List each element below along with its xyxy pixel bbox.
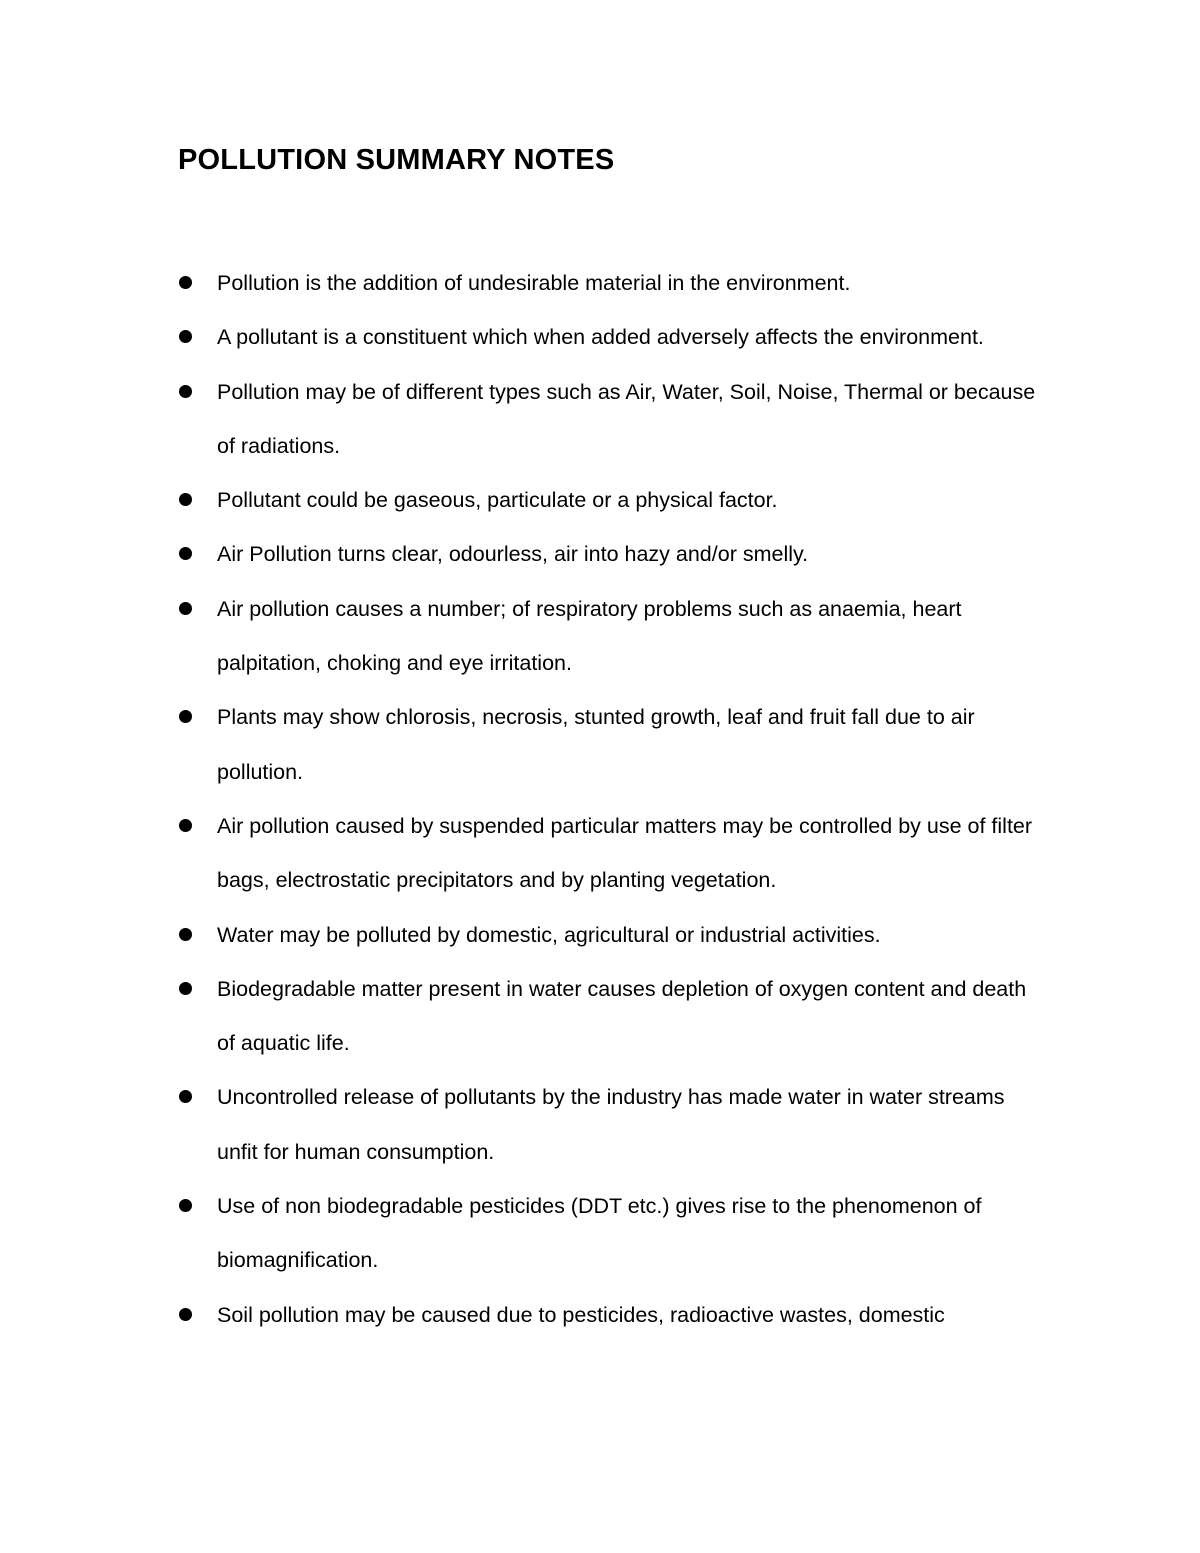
list-item (0, 1288, 1037, 1342)
list-item (0, 1070, 1037, 1179)
page-title: POLLUTION SUMMARY NOTES (178, 144, 615, 176)
list-item (0, 582, 1037, 691)
list-item (0, 690, 1037, 799)
bullet-icon (179, 928, 192, 941)
bullet-icon (179, 982, 192, 995)
note-text: Pollutant could be gaseous, particulate or a physical factor. (217, 488, 778, 513)
list-item (0, 908, 1037, 962)
bullet-icon (179, 602, 192, 615)
note-text: Water may be polluted by domestic, agricultural or industrial activities. (217, 922, 881, 947)
bullet-icon (179, 1090, 192, 1103)
bullet-icon (179, 547, 192, 560)
note-text: Use of non biodegradable pesticides (DDT etc.) gives rise to the phenomenon of biomagnification. (217, 1194, 982, 1273)
list-item (0, 473, 1037, 527)
list-item (0, 256, 1037, 310)
bullet-icon (179, 330, 192, 343)
bullet-icon (179, 385, 192, 398)
note-text: Air pollution causes a number; of respiratory problems such as anaemia, heart palpitation, choking and eye irritation. (217, 596, 962, 676)
list-item (0, 310, 1037, 364)
note-text: Biodegradable matter present in water causes depletion of oxygen content and death of aquatic life. (217, 976, 1027, 1056)
bullet-icon (179, 1199, 192, 1212)
bullet-icon (179, 819, 192, 832)
note-text: A pollutant is a constituent which when added adversely affects the environment. (217, 325, 984, 350)
note-text: Plants may show chlorosis, necrosis, stunted growth, leaf and fruit fall due to air pollution. (217, 705, 975, 784)
note-text: Soil pollution may be caused due to pesticides, radioactive wastes, domestic (217, 1302, 945, 1327)
bullet-icon (179, 1308, 192, 1321)
bullet-icon (179, 276, 192, 289)
bullet-icon (179, 493, 192, 506)
note-text: Air Pollution turns clear, odourless, air into hazy and/or smelly. (217, 542, 809, 567)
notes-list (0, 256, 1200, 1342)
note-text: Air pollution caused by suspended particular matters may be controlled by use of filter bags, electrostatic precipitators and by planting vegetation. (217, 813, 1033, 893)
list-item (0, 962, 1037, 1071)
note-text: Pollution is the addition of undesirable material in the environment. (217, 271, 851, 295)
note-text: Uncontrolled release of pollutants by the industry has made water in water streams unfit for human consumption. (217, 1085, 1005, 1164)
list-item (0, 365, 1037, 474)
bullet-icon (179, 710, 192, 723)
list-item (0, 799, 1037, 908)
list-item (0, 527, 1037, 581)
list-item (0, 1179, 1037, 1288)
note-text: Pollution may be of different types such as Air, Water, Soil, Noise, Thermal or because of radiations. (217, 379, 1036, 458)
